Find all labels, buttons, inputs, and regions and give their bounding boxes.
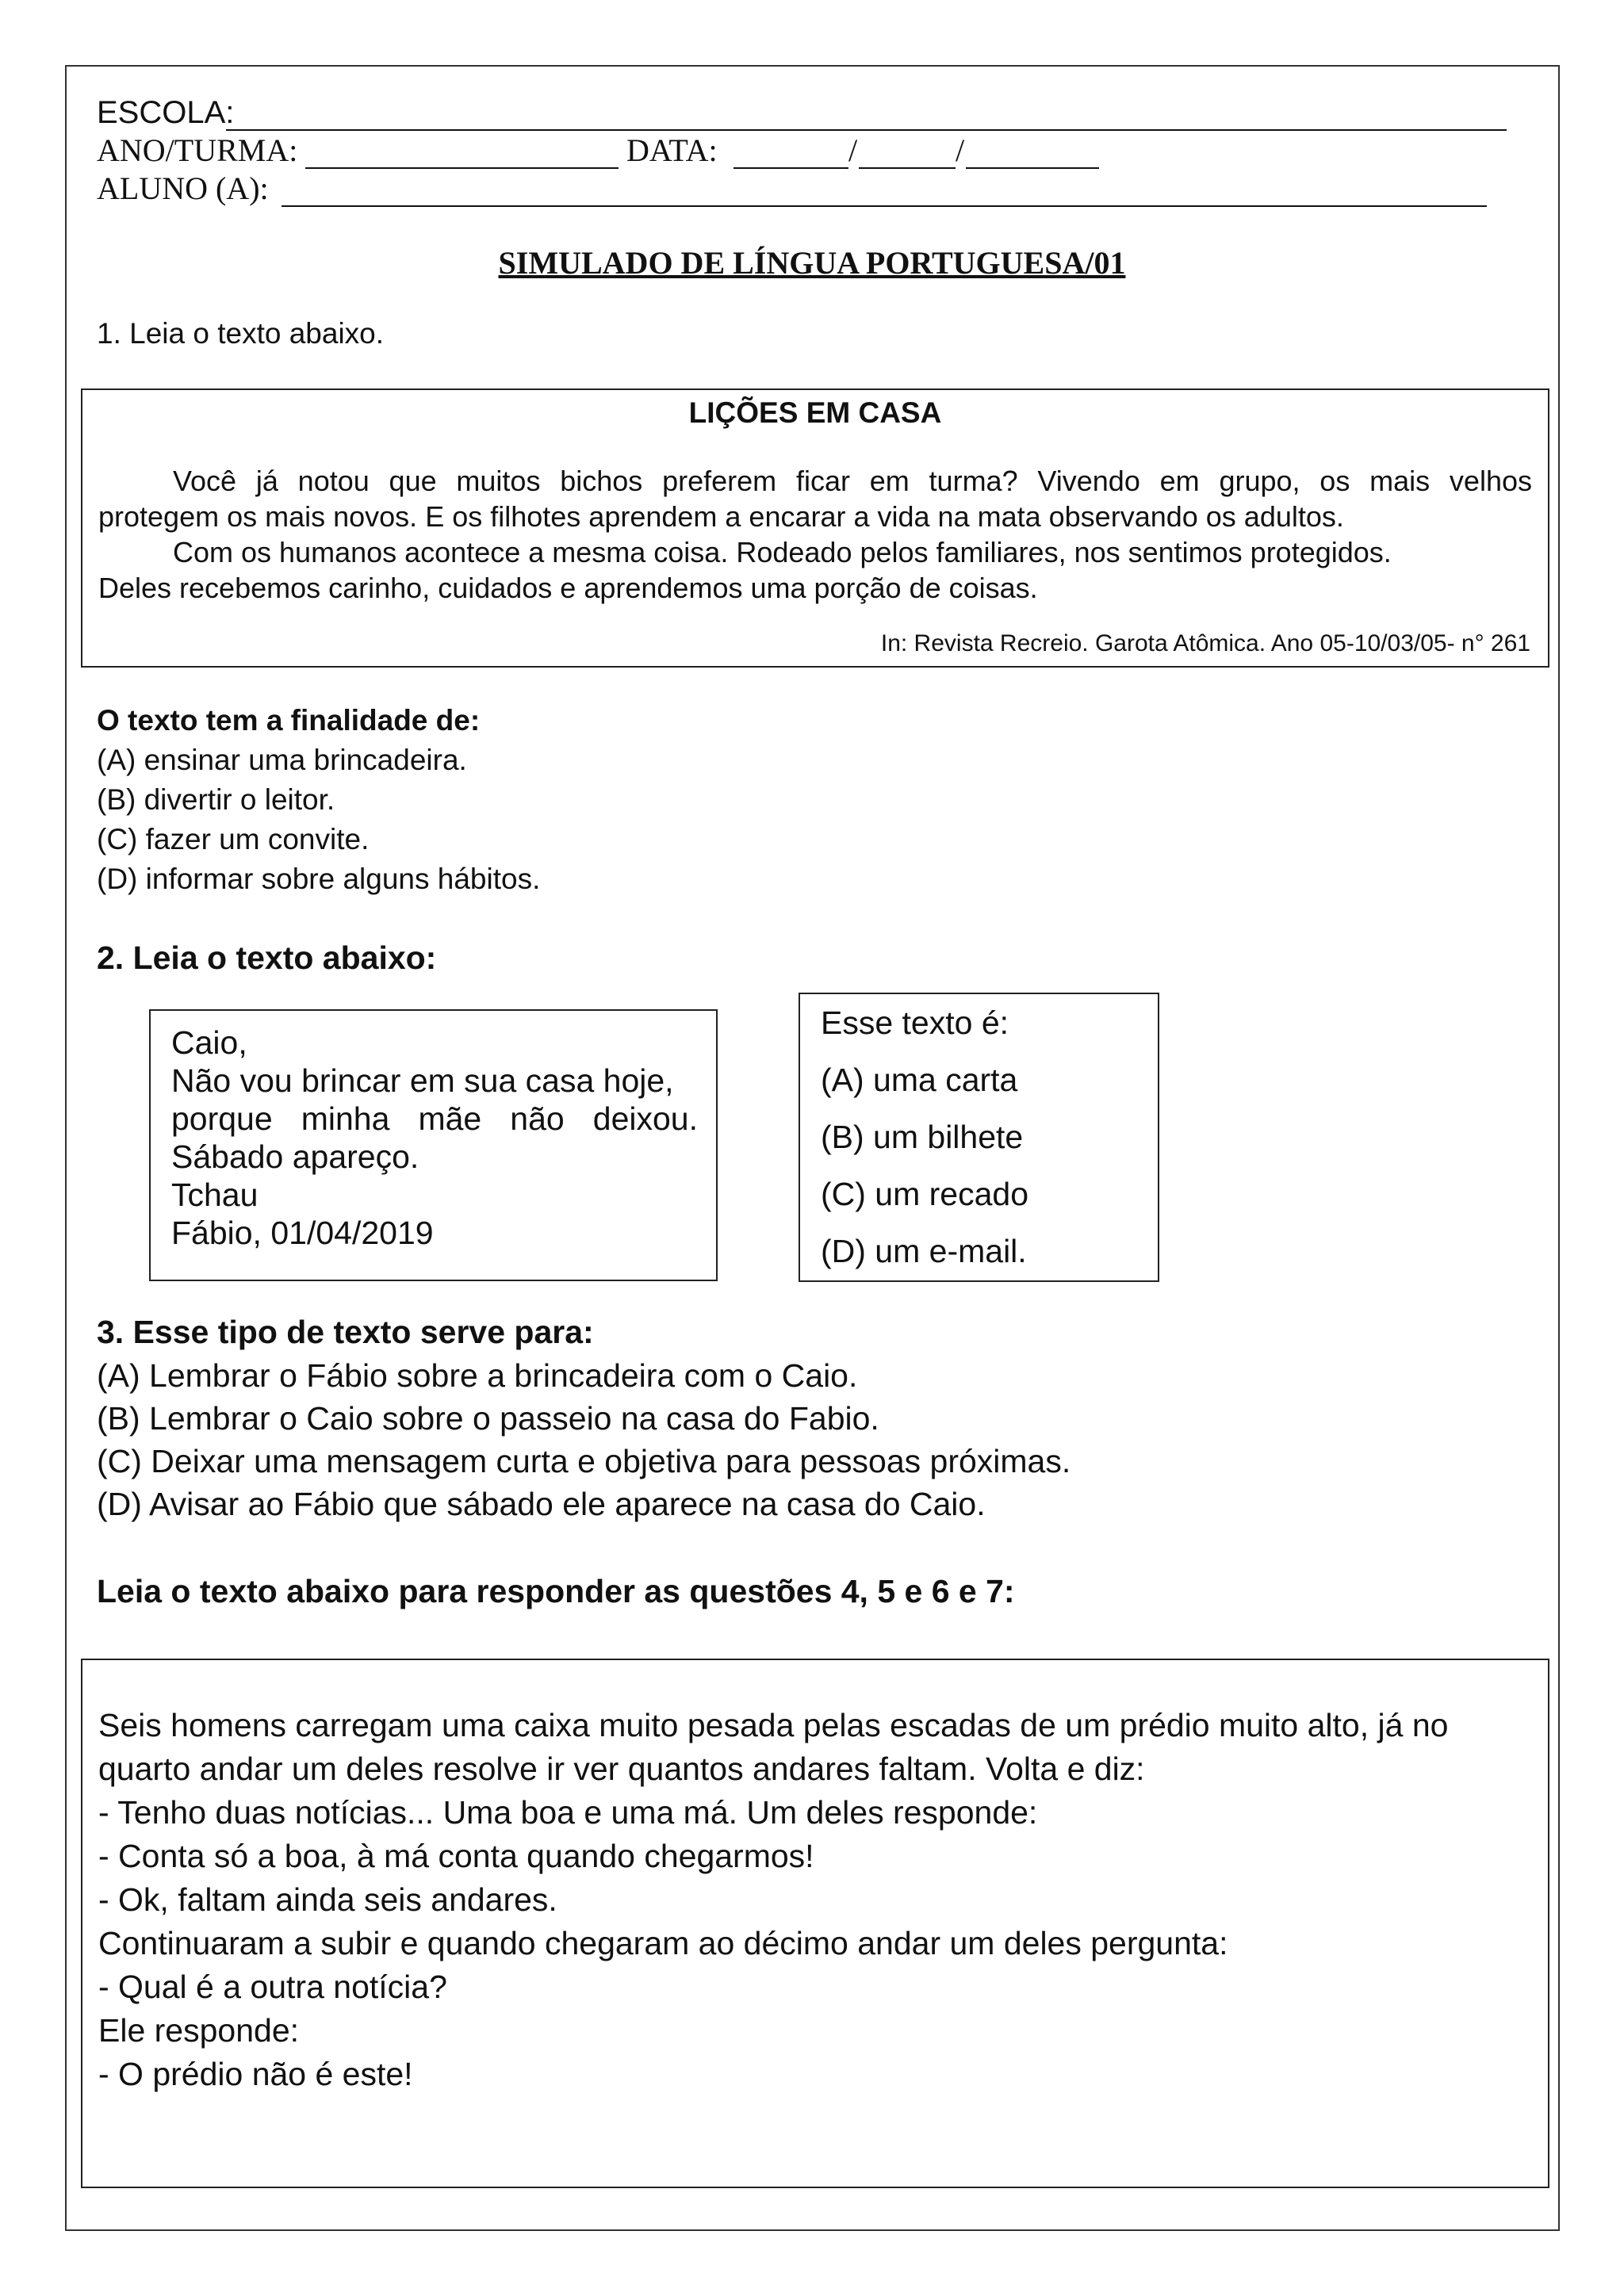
q4-text-line-3: - Tenho duas notícias... Uma boa e uma má. Um deles responde: [98, 1794, 1038, 1831]
escola-field[interactable] [226, 129, 1507, 131]
date-separator-2: / [956, 132, 965, 168]
q1-option-c[interactable]: (C) fazer um convite. [97, 823, 370, 855]
ano-turma-field[interactable] [305, 167, 619, 169]
q2-option-b[interactable]: (B) um bilhete [821, 1119, 1024, 1155]
q2-option-c[interactable]: (C) um recado [821, 1176, 1029, 1212]
q2-option-d[interactable]: (D) um e-mail. [821, 1233, 1027, 1269]
q3-option-d[interactable]: (D) Avisar ao Fábio que sábado ele aparece na casa do Caio. [97, 1486, 986, 1522]
q4-text-line-5: - Ok, faltam ainda seis andares. [98, 1881, 557, 1918]
q2-note-line-6: Fábio, 01/04/2019 [171, 1215, 434, 1251]
q1-option-a[interactable]: (A) ensinar uma brincadeira. [97, 744, 467, 776]
date-year-field[interactable] [966, 167, 1099, 169]
q4-text-line-8: Ele responde: [98, 2012, 300, 2049]
q4-text-box [81, 1659, 1549, 2188]
q2-question: Esse texto é: [821, 1004, 1009, 1041]
q4-text-line-1: Seis homens carregam uma caixa muito pesada pelas escadas de um prédio muito alto, já no [98, 1707, 1449, 1743]
q4-text-line-4: - Conta só a boa, à má conta quando chegarmos! [98, 1838, 814, 1874]
q4-text-line-7: - Qual é a outra notícia? [98, 1969, 447, 2005]
q3-question: 3. Esse tipo de texto serve para: [97, 1314, 594, 1350]
q1-option-b[interactable]: (B) divertir o leitor. [97, 783, 335, 816]
aluno-field[interactable] [282, 205, 1487, 207]
q2-note-line-2: Não vou brincar em sua casa hoje, [171, 1062, 674, 1099]
q2-question-box [799, 993, 1159, 1282]
q2-note-line-3: porque minha mãe não deixou. [171, 1100, 698, 1137]
ano-turma-label: ANO/TURMA: [97, 132, 298, 168]
q3-option-b[interactable]: (B) Lembrar o Caio sobre o passeio na casa do Fabio. [97, 1400, 879, 1437]
q3-option-a[interactable]: (A) Lembrar o Fábio sobre a brincadeira com o Caio. [97, 1357, 858, 1394]
q1-paragraph-1-line-2: protegem os mais novos. E os filhotes aprendem a encarar a vida na mata observando os adultos. [98, 500, 1344, 533]
q1-paragraph-2-line-2: Deles recebemos carinho, cuidados e aprendemos uma porção de coisas. [98, 572, 1038, 604]
q1-paragraph-1-line-1: Você já notou que muitos bichos preferem ficar em turma? Vivendo em grupo, os mais velhos [173, 465, 1532, 497]
escola-label: ESCOLA: [97, 95, 235, 130]
q2-intro: 2. Leia o texto abaixo: [97, 939, 437, 976]
data-label: DATA: [626, 132, 718, 168]
q2-note-line-5: Tchau [171, 1177, 259, 1213]
date-day-field[interactable] [733, 167, 848, 169]
q2-note-box [149, 1009, 718, 1281]
q4-text-line-9: - O prédio não é este! [98, 2056, 413, 2092]
page-title: SIMULADO DE LÍNGUA PORTUGUESA/01 [498, 245, 1126, 281]
aluno-label: ALUNO (A): [97, 170, 269, 206]
q4-text-line-6: Continuaram a subir e quando chegaram ao décimo andar um deles pergunta: [98, 1925, 1228, 1961]
q1-intro: 1. Leia o texto abaixo. [97, 317, 385, 350]
q1-source: In: Revista Recreio. Garota Atômica. Ano 05-10/03/05- n° 261 [880, 630, 1530, 656]
date-month-field[interactable] [859, 167, 956, 169]
q1-paragraph-2-line-1: Com os humanos acontece a mesma coisa. Rodeado pelos familiares, nos sentimos protegidos. [173, 536, 1392, 568]
q1-option-d[interactable]: (D) informar sobre alguns hábitos. [97, 863, 541, 895]
q2-option-a[interactable]: (A) uma carta [821, 1062, 1018, 1098]
q4-text-line-2: quarto andar um deles resolve ir ver quantos andares faltam. Volta e diz: [98, 1751, 1145, 1787]
q3-option-c[interactable]: (C) Deixar uma mensagem curta e objetiva para pessoas próximas. [97, 1443, 1071, 1479]
q1-question: O texto tem a finalidade de: [97, 704, 481, 737]
q1-text-title: LIÇÕES EM CASA [688, 396, 942, 429]
date-separator-1: / [848, 132, 858, 168]
q1-text-box [81, 388, 1549, 668]
q4-intro: Leia o texto abaixo para responder as questões 4, 5 e 6 e 7: [97, 1573, 1015, 1609]
q2-note-line-4: Sábado apareço. [171, 1138, 419, 1175]
q2-note-line-1: Caio, [171, 1024, 247, 1061]
